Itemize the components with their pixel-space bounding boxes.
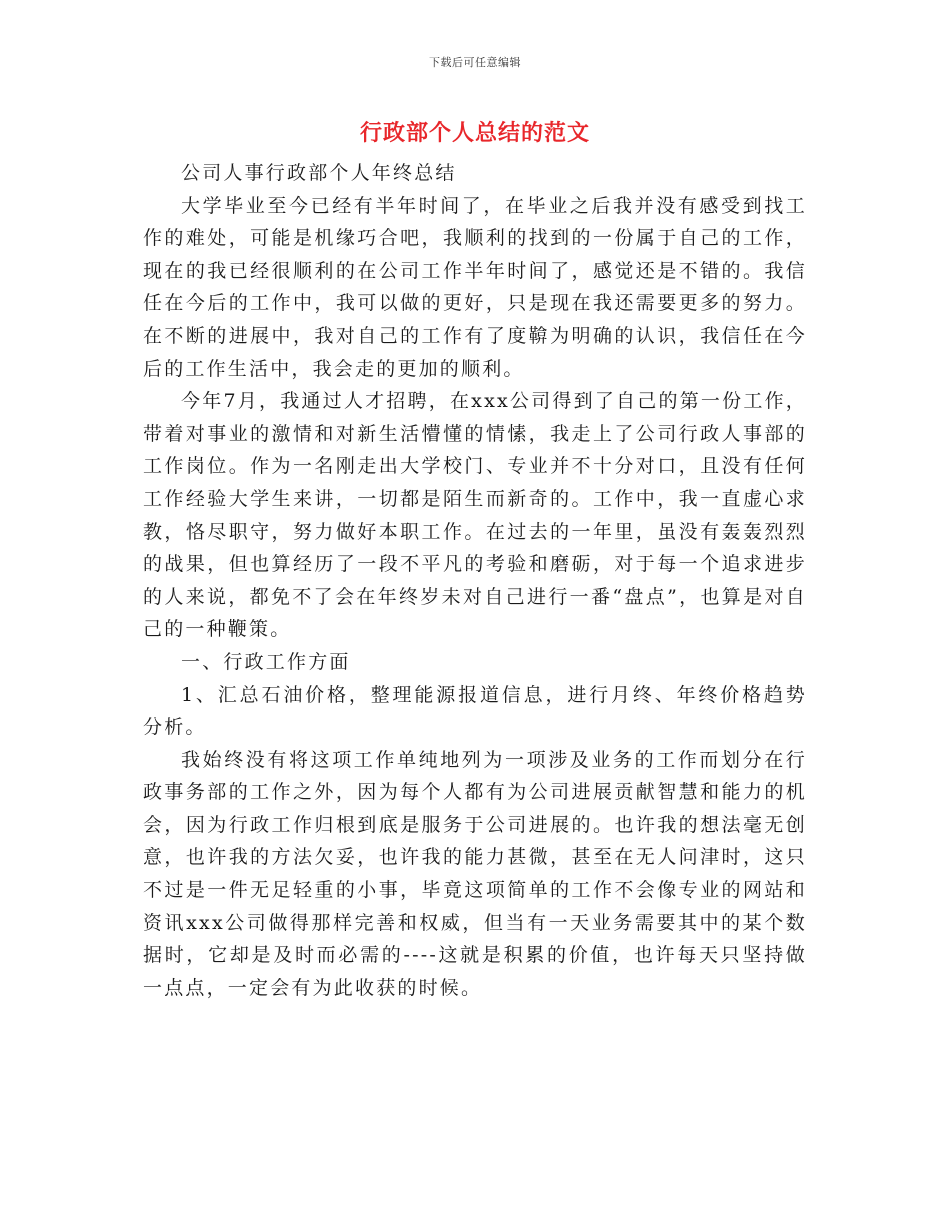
section-heading: 一、行政工作方面: [181, 650, 351, 673]
document-body: [143, 157, 807, 1004]
header-note: 下载后可任意编辑: [429, 56, 521, 69]
paragraph: 我始终没有将这项工作单纯地列为一项涉及业务的工作而划分在行政事务部的工作之外，因为每个人都有为公司进展贡献智慧和能力的机会，因为行政工作归根到底是服务于公司进展的。也许我的想法毫无创意，也许我的方法欠妥，也许我的能力甚微，甚至在无人问津时，这只不过是一件无足轻重的小事，毕竟这项简单的工作不会像专业的网站和资讯xxx公司做得那样完善和权威，但当有一天业务需要其中的某个数据时，它却是及时而必需的----这就是积累的价值，也许每天只坚持做一点点，一定会有为此收获的时候。: [143, 748, 807, 999]
document-title: 行政部个人总结的范文: [359, 120, 590, 146]
paragraph: 1、汇总石油价格，整理能源报道信息，进行月终、年终价格趋势分析。: [143, 683, 807, 739]
paragraph: 今年7月，我通过人才招聘，在xxx公司得到了自己的第一份工作，带着对事业的激情和对新生活懵懂的情愫，我走上了公司行政人事部的工作岗位。作为一名刚走出大学校门、专业并不十分对口，且没有任何工作经验大学生来讲，一切都是陌生而新奇的。工作中，我一直虚心求教，恪尽职守，努力做好本职工作。在过去的一年里，虽没有轰轰烈烈的战果，但也算经历了一段不平凡的考验和磨砺，对于每一个追求进步的人来说，都免不了会在年终岁未对自己进行一番“盘点”，也算是对自己的一种鞭策。: [143, 390, 807, 641]
paragraph-subtitle: 公司人事行政部个人年终总结: [181, 162, 457, 184]
paragraph: 大学毕业至今已经有半年时间了，在毕业之后我并没有感受到找工作的难处，可能是机缘巧合吧，我顺利的找到的一份属于自己的工作，现在的我已经很顺利的在公司工作半年时间了，感觉还是不错的。我信任在今后的工作中，我可以做的更好，只是现在我还需要更多的努力。在不断的进展中，我对自己的工作有了度鞥为明确的认识，我信任在今后的工作生活中，我会走的更加的顺利。: [143, 194, 807, 380]
